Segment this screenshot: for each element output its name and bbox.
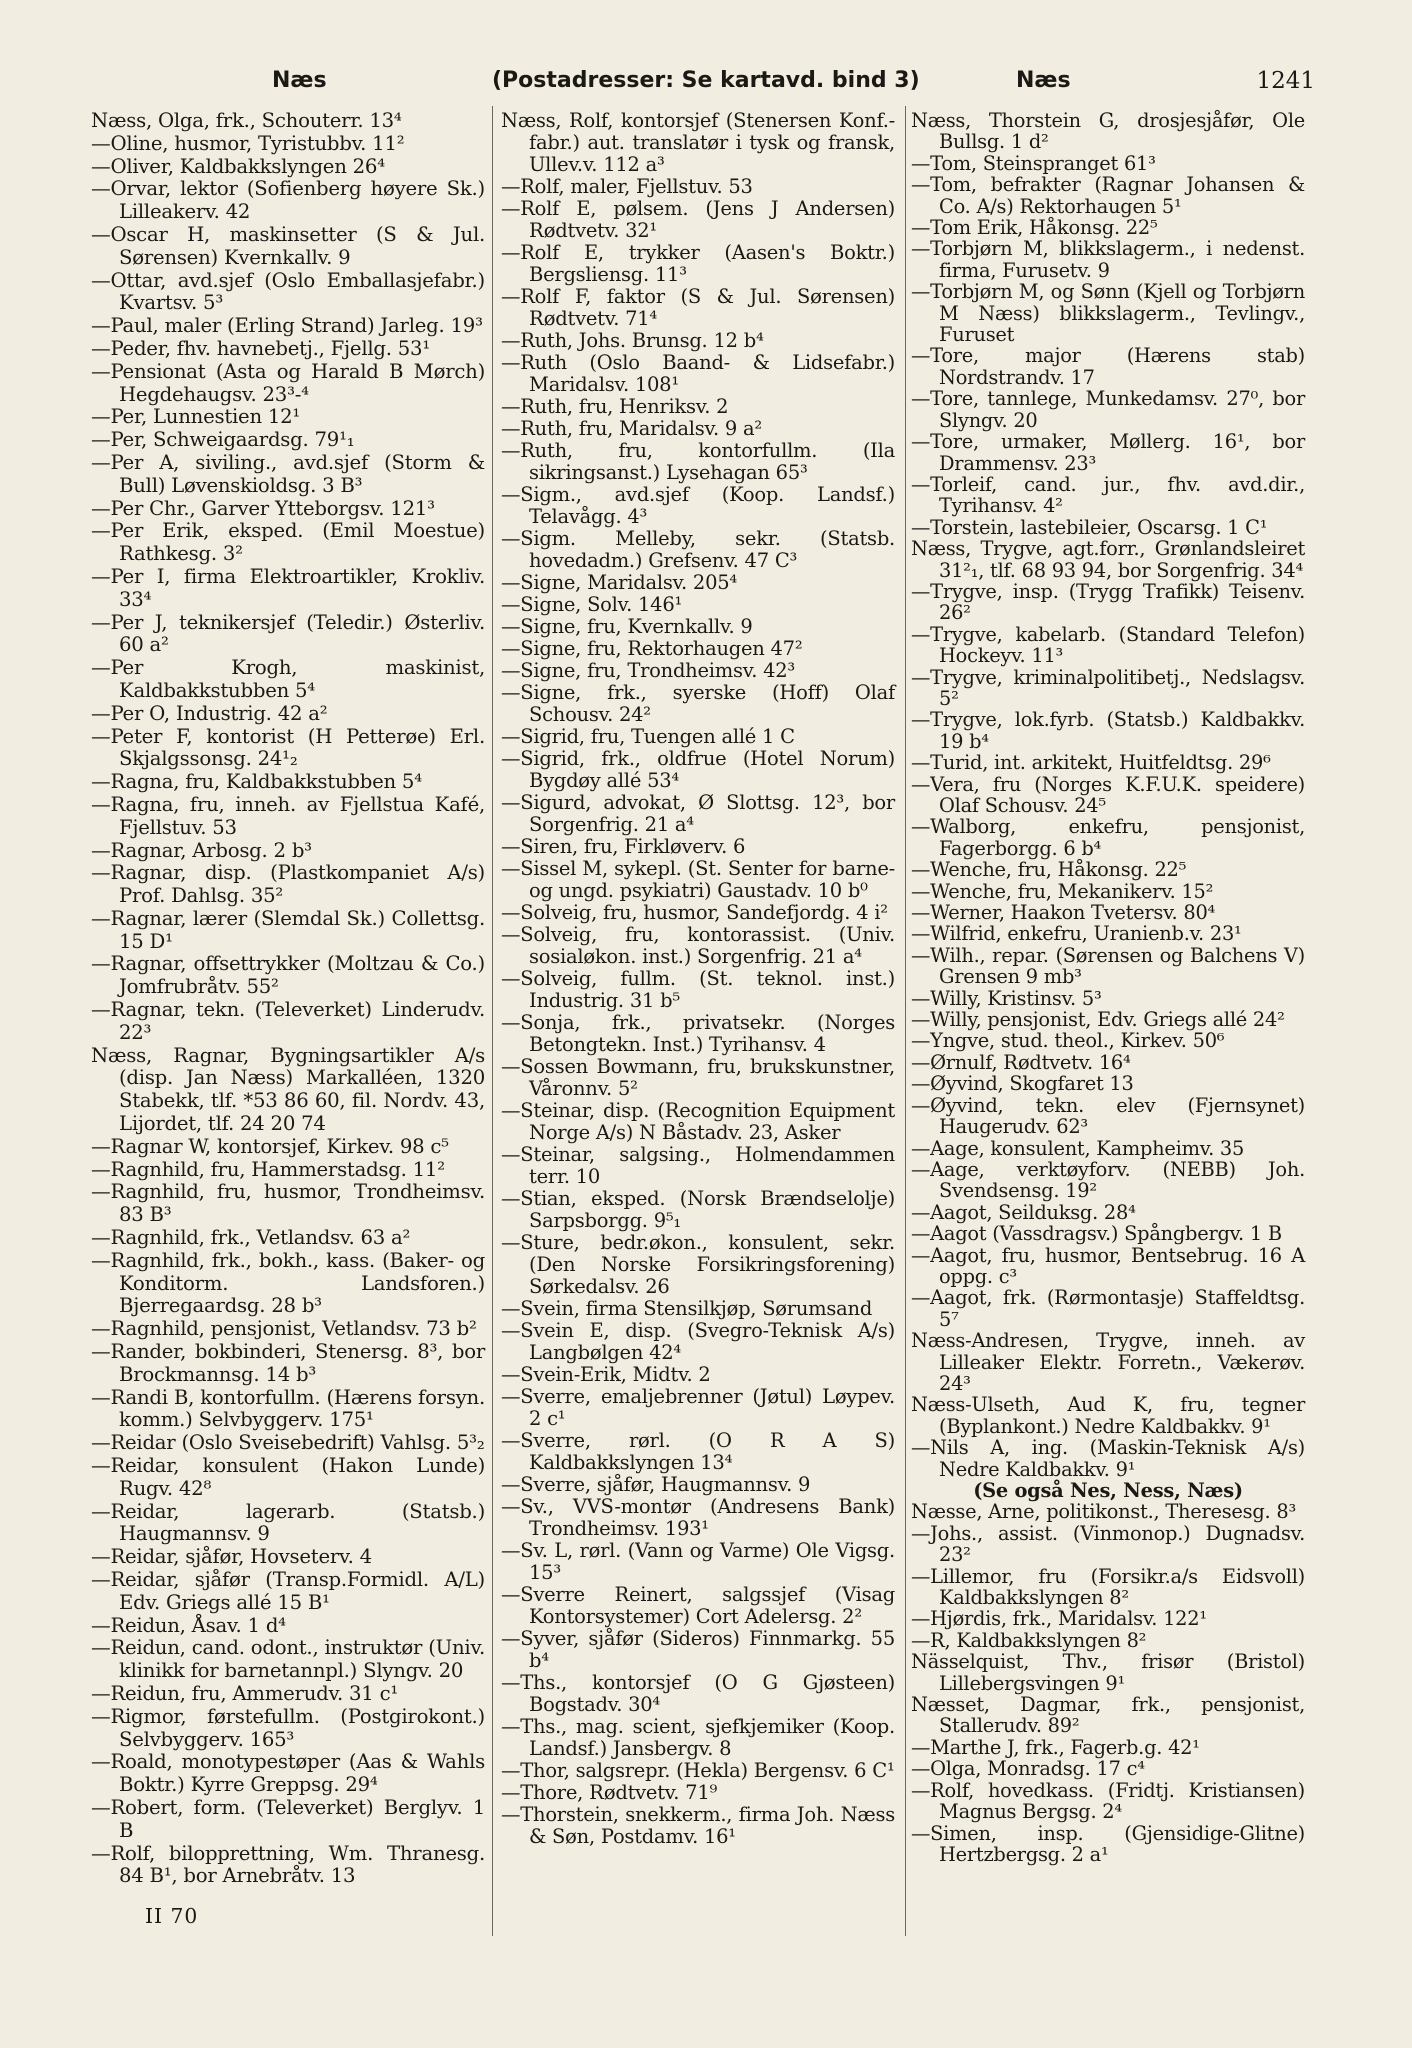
directory-entry: —Aage, konsulent, Kampheimv. 35 (911, 1136, 1245, 1160)
directory-entry: —Syver, sjåfør (Sideros) Finnmarkg. 55 b⁴ (501, 1627, 895, 1672)
directory-entry: —Øyvind, tekn. elev (Fjernsynet) Haugerudv. 62³ (911, 1093, 1305, 1139)
left-column (91, 110, 485, 1888)
directory-entry: —Tom Erik, Håkonsg. 22⁵ (911, 216, 1158, 240)
directory-entry: —Ruth, fru, Maridalsv. 9 a² (501, 417, 762, 440)
directory-entry: —Turid, int. arkitekt, Huitfeldtsg. 29⁶ (911, 751, 1271, 775)
page-header (100, 68, 1315, 108)
directory-entry: —Solveig, fullm. (St. teknol. inst.) Industrig. 31 b⁵ (501, 967, 895, 1012)
directory-entry: —Aage, verktøyforv. (NEBB) Joh. Svendsensg. 19² (911, 1157, 1305, 1203)
directory-entry: —Rolf F, faktor (S & Jul. Sørensen) Rødtvetv. 71⁴ (501, 285, 895, 330)
directory-entry: —Siren, fru, Firkløverv. 6 (501, 835, 746, 858)
directory-entry: —Sigrid, frk., oldfrue (Hotel Norum) Bygdøy allé 53⁴ (501, 747, 895, 792)
directory-entry: —Wilh., repar. (Sørensen og Balchens V) Grensen 9 mb³ (911, 943, 1305, 989)
directory-entry: —Torstein, lastebileier, Oscarsg. 1 C¹ (911, 515, 1268, 539)
directory-entry: —Ragnhild, frk., bokh., kass. (Baker- og Konditorm. Landsforen.) Bjerregaardsg. 28 b³ (91, 1248, 485, 1318)
directory-entry: —Per I, firma Elektroartikler, Krokliv. 33⁴ (91, 564, 485, 611)
directory-entry: Næsse, Arne, politikonst., Theresesg. 8³ (911, 1500, 1296, 1524)
directory-entry: —Reidar, sjåfør (Transp.Formidl. A/L) Edv. Griegs allé 15 B¹ (91, 1568, 485, 1614)
directory-entry: —Reidun, fru, Ammerudv. 31 c¹ (91, 1681, 399, 1705)
directory-entry: —Hjørdis, frk., Maridalsv. 122¹ (911, 1607, 1207, 1631)
directory-entry: —Paul, maler (Erling Strand) Jarleg. 19³ (91, 314, 483, 338)
directory-entry: —Reidar, sjåfør, Hovseterv. 4 (91, 1545, 372, 1569)
directory-entry: —Svein E, disp. (Svegro-Teknisk A/s) Langbølgen 42⁴ (501, 1319, 895, 1364)
directory-entry: —Tore, tannlege, Munkedamsv. 27⁰, bor Slyngv. 20 (911, 387, 1305, 432)
directory-entry: —Sonja, frk., privatsekr. (Norges Betongtekn. Inst.) Tyrihansv. 4 (501, 1011, 895, 1056)
directory-entry: —Aagot, Seilduksg. 28⁴ (911, 1200, 1136, 1224)
directory-entry: —Thore, Rødtvetv. 71⁹ (501, 1781, 718, 1804)
directory-entry: —Wenche, fru, Håkonsg. 22⁵ (911, 858, 1187, 882)
directory-entry: —Sossen Bowmann, fru, brukskunstner, Våronnv. 5² (501, 1055, 895, 1100)
directory-entry: —Signe, Maridalsv. 205⁴ (501, 571, 737, 594)
directory-entry: —Ths., kontorsjef (O G Gjøsteen) Bogstadv. 30⁴ (501, 1671, 895, 1716)
directory-entry: —Torleif, cand. jur., fhv. avd.dir., Tyrihansv. 4² (911, 472, 1305, 518)
directory-entry: —Aagot, frk. (Rørmontasje) Staffeldtsg. 5⁷ (911, 1286, 1305, 1331)
directory-entry: —Aagot, fru, husmor, Bentsebrug. 16 A oppg. c³ (911, 1243, 1305, 1288)
directory-entry: (Se også Nes, Ness, Næs) (973, 1479, 1243, 1502)
directory-entry: —Nils A, ing. (Maskin-Teknisk A/s) Nedre Kaldbakkv. 9¹ (911, 1436, 1305, 1481)
directory-entry: —Reidar, lagerarb. (Statsb.) Haugmannsv. 9 (91, 1499, 485, 1546)
directory-entry: —Sigurd, advokat, Ø Slottsg. 12³, bor Sorgenfrig. 21 a⁴ (501, 791, 895, 836)
directory-entry: —Ragnar, Arbosg. 2 b³ (91, 838, 312, 862)
directory-entry: —Sture, bedr.økon., konsulent, sekr. (Den Norske Forsikringsforening) Sørkedalsv. 26 (501, 1231, 895, 1298)
directory-entry: Næss-Ulseth, Aud K, fru, tegner (Byplankont.) Nedre Kaldbakkv. 9¹ (911, 1393, 1305, 1438)
directory-entry: —Signe, fru, Rektorhaugen 47² (501, 637, 803, 660)
column-divider-left (492, 106, 493, 1936)
directory-entry: —Solveig, fru, husmor, Sandefjordg. 4 i² (501, 901, 888, 924)
directory-entry: —Willy, pensjonist, Edv. Griegs allé 24² (911, 1008, 1285, 1032)
directory-entry: —Oliver, Kaldbakkslyngen 26⁴ (91, 154, 385, 178)
directory-entry: —Sv., VVS-montør (Andresens Bank) Trondheimsv. 193¹ (501, 1495, 895, 1540)
directory-entry: —R, Kaldbakkslyngen 8² (911, 1628, 1147, 1652)
directory-entry: —Yngve, stud. theol., Kirkev. 50⁶ (911, 1029, 1225, 1053)
directory-entry: —Lillemor, fru (Forsikr.a/s Eidsvoll) Kaldbakkslyngen 8² (911, 1564, 1305, 1610)
directory-entry: —Oline, husmor, Tyristubbv. 11² (91, 131, 405, 155)
directory-entry: —Ruth, fru, kontorfullm. (Ila sikringsanst.) Lysehagan 65³ (501, 439, 895, 484)
directory-entry: —Per O, Industrig. 42 a² (91, 701, 328, 725)
directory-entry: —Sigrid, fru, Tuengen allé 1 C (501, 725, 795, 748)
directory-entry: —Peder, fhv. havnebetj., Fjellg. 53¹ (91, 336, 430, 360)
directory-entry: —Per, Lunnestien 12¹ (91, 405, 301, 429)
directory-entry: —Sigm. Melleby, sekr. (Statsb. hovedadm.) Grefsenv. 47 C³ (501, 527, 895, 572)
directory-entry: Næss, Rolf, kontorsjef (Stenersen Konf.-fabr.) aut. translatør i tysk og fransk, Ullev.v. 112 a³ (501, 109, 895, 176)
header-right-word: Næs (1016, 68, 1071, 93)
directory-entry: —Marthe J, frk., Fagerb.g. 42¹ (911, 1735, 1200, 1759)
directory-entry: —Trygve, kriminalpolitibetj., Nedslagsv. 5² (911, 665, 1305, 710)
directory-entry: —Roald, monotypestøper (Aas & Wahls Boktr.) Kyrre Greppsg. 29⁴ (91, 1750, 485, 1797)
directory-entry: —Trygve, lok.fyrb. (Statsb.) Kaldbakkv. 19 b⁴ (911, 708, 1305, 753)
directory-entry: —Rander, bokbinderi, Stenersg. 8³, bor Brockmannsg. 14 b³ (91, 1340, 485, 1386)
directory-entry: Næss, Thorstein G, drosjesjåfør, Ole Bullsg. 1 d² (911, 109, 1305, 154)
directory-entry: —Thor, salgsrepr. (Hekla) Bergensv. 6 C¹ (501, 1759, 895, 1782)
directory-entry: —Sverre, rørl. (O R A S) Kaldbakkslyngen 13⁴ (501, 1429, 895, 1474)
directory-entry: —Olga, Monradsg. 17 c⁴ (911, 1757, 1145, 1781)
directory-entry: —Peter F, kontorist (H Petterøe) Erl. Skjalgssonsg. 24¹₂ (91, 724, 485, 771)
directory-entry: —Rigmor, førstefullm. (Postgirokont.) Selvbyggerv. 165³ (91, 1704, 485, 1751)
directory-entry: —Ragnar, disp. (Plastkompaniet A/s) Prof. Dahlsg. 35² (91, 861, 485, 908)
directory-entry: —Svein, firma Stensilkjøp, Sørumsand (501, 1297, 873, 1320)
directory-entry: —Johs., assist. (Vinmonop.) Dugnadsv. 23² (911, 1521, 1305, 1567)
directory-entry: —Ruth, Johs. Brunsg. 12 b⁴ (501, 329, 764, 352)
directory-entry: —Simen, insp. (Gjensidige-Glitne) Hertzbergsg. 2 a¹ (911, 1821, 1305, 1866)
directory-entry: —Ragna, fru, Kaldbakkstubben 5⁴ (91, 770, 422, 794)
directory-entry: —Oscar H, maskinsetter (S & Jul. Sørensen) Kvernkallv. 9 (91, 222, 485, 269)
directory-entry: —Øyvind, Skogfaret 13 (911, 1072, 1134, 1096)
directory-entry: —Ørnulf, Rødtvetv. 16⁴ (911, 1050, 1131, 1074)
directory-entry: —Vera, fru (Norges K.F.U.K. speidere) Olaf Schousv. 24⁵ (911, 772, 1305, 817)
directory-entry: Næss-Andresen, Trygve, inneh. av Lilleaker Elektr. Forretn., Vækerøv. 24³ (911, 1329, 1305, 1395)
directory-entry: —Per J, teknikersjef (Teledir.) Østerliv. 60 a² (91, 610, 485, 657)
directory-entry: Næss, Trygve, agt.forr., Grønlandsleiret 31²₁, tlf. 68 93 94, bor Sorgenfrig. 34⁴ (911, 537, 1305, 582)
directory-entry: —Pensionat (Asta og Harald B Mørch) Hegdehaugsv. 23³-⁴ (91, 359, 485, 406)
directory-entry: —Aagot (Vassdragsv.) Spångbergv. 1 B (911, 1222, 1282, 1246)
directory-entry: —Willy, Kristinsv. 5³ (911, 986, 1102, 1010)
directory-entry: —Steinar, disp. (Recognition Equipment Norge A/s) N Båstadv. 23, Asker (501, 1099, 895, 1144)
directory-entry: —Werner, Haakon Tvetersv. 80⁴ (911, 901, 1216, 925)
directory-entry: —Signe, Solv. 146¹ (501, 593, 683, 616)
directory-entry: —Robert, form. (Televerket) Berglyv. 1 B (91, 1795, 485, 1842)
directory-entry: —Signe, frk., syerske (Hoff) Olaf Schousv. 24² (501, 681, 895, 726)
directory-entry: —Rolf E, pølsem. (Jens J Andersen) Rødtvetv. 32¹ (501, 197, 895, 242)
column-divider-right (905, 106, 906, 1936)
directory-entry: —Randi B, kontorfullm. (Hærens forsyn. komm.) Selvbyggerv. 175¹ (91, 1385, 485, 1432)
header-left-word: Næs (272, 68, 327, 93)
directory-entry: —Ragnar, tekn. (Televerket) Linderudv. 22³ (91, 998, 485, 1044)
directory-entry: —Reidun, Åsav. 1 d⁴ (91, 1613, 286, 1637)
directory-entry: —Wenche, fru, Mekanikerv. 15² (911, 879, 1214, 903)
directory-entry: —Ragnar W, kontorsjef, Kirkev. 98 c⁵ (91, 1134, 449, 1158)
directory-entry: —Ragnhild, pensjonist, Vetlandsv. 73 b² (91, 1317, 477, 1341)
page-number: 1241 (1256, 68, 1315, 94)
directory-entry: Næsset, Dagmar, frk., pensjonist, Stallerudv. 89² (911, 1693, 1305, 1738)
directory-entry: —Trygve, kabelarb. (Standard Telefon) Hockeyv. 11³ (911, 622, 1305, 668)
directory-entry: —Tom, Steinspranget 61³ (911, 151, 1156, 175)
directory-entry: Næss, Olga, frk., Schouterr. 13⁴ (91, 109, 402, 132)
directory-entry: —Torbjørn M, blikkslagerm., i nedenst. firma, Furusetv. 9 (911, 237, 1305, 282)
directory-entry: —Sigm., avd.sjef (Koop. Landsf.) Telavågg. 4³ (501, 483, 895, 528)
directory-entry: —Wilfrid, enkefru, Uranienb.v. 23¹ (911, 922, 1242, 946)
directory-entry: —Ragnar, offsettrykker (Moltzau & Co.) Jomfrubråtv. 55² (91, 952, 485, 999)
directory-entry: —Svein-Erik, Midtv. 2 (501, 1363, 711, 1386)
directory-entry: —Rolf, maler, Fjellstuv. 53 (501, 175, 753, 198)
directory-entry: —Rolf, hovedkass. (Fridtj. Kristiansen) Magnus Bergsg. 2⁴ (911, 1778, 1305, 1824)
header-postal-note: (Postadresser: Se kartavd. bind 3) (492, 68, 920, 93)
directory-entry: —Walborg, enkefru, pensjonist, Fagerborgg. 6 b⁴ (911, 815, 1305, 860)
directory-entry: —Signe, fru, Trondheimsv. 42³ (501, 659, 795, 682)
right-column (911, 110, 1305, 1865)
directory-entry: —Sverre, sjåfør, Haugmannsv. 9 (501, 1473, 811, 1496)
directory-entry: —Thorstein, snekkerm., firma Joh. Næss & Søn, Postdamv. 16¹ (501, 1803, 895, 1848)
middle-column (501, 110, 895, 1848)
directory-entry: —Ragnhild, fru, husmor, Trondheimsv. 83 B³ (91, 1180, 485, 1227)
directory-entry: —Reidar, konsulent (Hakon Lunde) Rugv. 42⁸ (91, 1454, 485, 1500)
printer-signature: II 70 (145, 1904, 199, 1928)
directory-entry: —Per A, siviling., avd.sjef (Storm & Bull) Løvenskioldsg. 3 B³ (91, 450, 485, 497)
directory-entry: —Ottar, avd.sjef (Oslo Emballasjefabr.) Kvartsv. 5³ (91, 268, 485, 315)
directory-entry: —Tom, befrakter (Ragnar Johansen & Co. A/s) Rektorhaugen 5¹ (911, 173, 1305, 218)
directory-entry: —Sverre Reinert, salgssjef (Visag Kontorsystemer) Cort Adelersg. 2² (501, 1583, 895, 1628)
directory-entry: —Per Krogh, maskinist, Kaldbakkstubben 5⁴ (91, 656, 485, 702)
directory-entry: —Orvar, lektor (Sofienberg høyere Sk.) Lilleakerv. 42 (91, 177, 485, 224)
directory-entry: —Per, Schweigaardsg. 79¹₁ (91, 428, 355, 452)
directory-entry: —Reidar (Oslo Sveisebedrift) Vahlsg. 5³₂ (91, 1431, 485, 1455)
directory-entry: —Ragnhild, frk., Vetlandsv. 63 a² (91, 1226, 411, 1250)
directory-entry: —Per Erik, eksped. (Emil Moestue) Rathkesg. 3² (91, 519, 485, 566)
directory-entry: —Ragnar, lærer (Slemdal Sk.) Collettsg. 15 D¹ (91, 906, 485, 953)
directory-entry: —Torbjørn M, og Sønn (Kjell og Torbjørn M Næss) blikkslagerm., Tevlingv., Furuset (911, 280, 1305, 347)
directory-entry: —Ruth, fru, Henriksv. 2 (501, 395, 729, 418)
directory-entry: Næss, Ragnar, Bygningsartikler A/s (disp. Jan Næss) Markalléen, 1320 Stabekk, tlf. *53 86 60, fil. Nordv. 43, Lijordet, tlf. 24 20 74 (91, 1043, 485, 1136)
directory-entry: —Rolf, bilopprettning, Wm. Thranesg. 84 B¹, bor Arnebråtv. 13 (91, 1841, 485, 1888)
directory-entry: —Tore, urmaker, Møllerg. 16¹, bor Drammensv. 23³ (911, 430, 1305, 475)
directory-entry: —Steinar, salgsing., Holmendammen terr. 10 (501, 1143, 895, 1188)
directory-entry: —Sissel M, sykepl. (St. Senter for barne- og ungd. psykiatri) Gaustadv. 10 b⁰ (501, 857, 895, 902)
directory-entry: —Ragnhild, fru, Hammerstadsg. 11² (91, 1157, 445, 1181)
directory-entry: —Ragna, fru, inneh. av Fjellstua Kafé, Fjellstuv. 53 (91, 792, 485, 839)
directory-entry: —Sv. L, rørl. (Vann og Varme) Ole Vigsg. 15³ (501, 1539, 895, 1584)
directory-entry: —Ths., mag. scient, sjefkjemiker (Koop. Landsf.) Jansbergv. 8 (501, 1715, 895, 1760)
directory-entry: —Signe, fru, Kvernkallv. 9 (501, 615, 753, 638)
directory-entry: —Stian, eksped. (Norsk Brændselolje) Sarpsborgg. 9⁵₁ (501, 1187, 895, 1232)
directory-entry: —Tore, major (Hærens stab) Nordstrandv. 17 (911, 344, 1305, 389)
directory-entry: —Ruth (Oslo Baand- & Lidsefabr.) Maridalsv. 108¹ (501, 351, 895, 396)
directory-entry: Nässelquist, Thv., frisør (Bristol) Lillebergsvingen 9¹ (911, 1650, 1305, 1695)
directory-entry: —Rolf E, trykker (Aasen's Boktr.) Bergsliensg. 11³ (501, 241, 895, 286)
directory-entry: —Reidun, cand. odont., instruktør (Univ. klinikk for barnetannpl.) Slyngv. 20 (91, 1636, 485, 1683)
directory-entry: —Per Chr., Garver Ytteborgsv. 121³ (91, 496, 435, 520)
directory-entry: —Sverre, emaljebrenner (Jøtul) Løypev. 2 c¹ (501, 1385, 895, 1430)
directory-entry: —Trygve, insp. (Trygg Trafikk) Teisenv. 26² (911, 579, 1305, 625)
directory-entry: —Solveig, fru, kontorassist. (Univ. sosialøkon. inst.) Sorgenfrig. 21 a⁴ (501, 923, 895, 968)
